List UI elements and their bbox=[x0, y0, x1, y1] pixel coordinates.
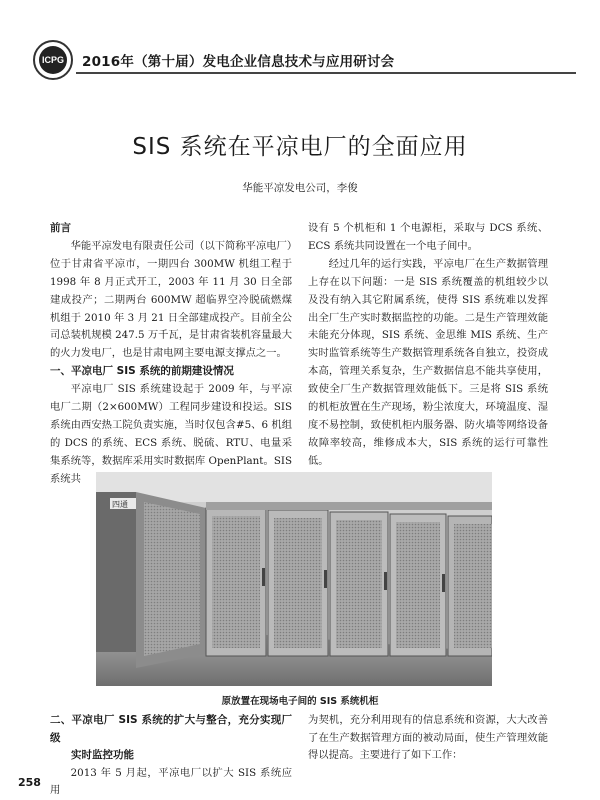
conference-logo bbox=[33, 40, 73, 80]
page-number: 258 bbox=[18, 776, 41, 789]
article-author: 华能平凉发电公司，李俊 bbox=[242, 182, 358, 194]
article-title: SIS 系统在平凉电厂的全面应用 bbox=[132, 134, 468, 160]
bottom-right-paragraph: 为契机，充分利用现有的信息系统和资源，大大改善了在生产数据管理方面的被动局面，使生产管理效能得以提高。主要进行了如下工作： bbox=[308, 714, 548, 761]
header-divider bbox=[76, 72, 576, 74]
cabinet-label: 四通 bbox=[112, 500, 128, 509]
heading-intro: 前言 bbox=[50, 222, 71, 234]
bottom-right-column bbox=[308, 712, 548, 765]
figure-caption: 原放置在现场电子间的 SIS 系统机柜 bbox=[221, 696, 379, 707]
intro-paragraph: 华能平凉发电有限责任公司（以下简称平凉电厂）位于甘肃省平凉市，一期四台 300MW 机组工程于 1998 年 8 月正式开工，2003 年 11 月 30 日全部建成投产；二期两台 600MW 超临界空冷脱硫燃煤机组于 2010 年 3 月 21 日全部建成投产。目前全公司总装机规模 247.5 万千瓦，是甘肃省装机容量最大的火力发电厂，也是甘肃电网主要电源支撑点之一。 bbox=[50, 239, 292, 360]
cabinet-illustration bbox=[96, 472, 492, 686]
conference-title: 2016年（第十届）发电企业信息技术与应用研讨会 bbox=[82, 54, 395, 70]
section1-paragraph: 平凉电厂 SIS 系统建设起于 2009 年，与平凉电厂二期（2×600MW）工程同步建设和投运。SIS 系统由西安热工院负责实施，当时仅包含#5、6 机组的 DCS 的系统、ECS 系统、脱硫、RTU、电量采集系统等，数据库采用实时数据库 OpenPlant。SIS 系统共 bbox=[50, 383, 292, 485]
logo-text: ICPG bbox=[39, 46, 67, 74]
cabinet-photo bbox=[96, 472, 492, 686]
right-column bbox=[308, 220, 548, 471]
right-paragraph-2: 经过几年的运行实践，平凉电厂在生产数据管理上存在以下问题：一是 SIS 系统覆盖的机组较少以及没有纳入其它附属系统，使得 SIS 系统难以发挥出全厂生产实时数据监控的功能。二是生产管理效能未能充分体现，SIS 系统、金思维 MIS 系统、生产实时监管系统等生产数据管理系统各自独立，投资成本高，管理关系复杂，生产数据信息不能共享使用，致使全厂生产数据管理效能低下。三是将 SIS 系统的机柜放置在生产现场，粉尘浓度大，环境温度、湿度不易控制，致使机柜内服务器、防火墙等网络设备故障率较高，维修成本大，SIS 系统的运行可靠性低。 bbox=[308, 257, 548, 467]
heading-section2-line1: 二、平凉电厂 SIS 系统的扩大与整合，充分实现厂级 bbox=[50, 714, 292, 744]
section2-paragraph: 2013 年 5 月起，平凉电厂以扩大 SIS 系统应用 bbox=[50, 766, 292, 796]
heading-section2-line2: 实时监控功能 bbox=[71, 749, 134, 761]
bottom-left-column bbox=[50, 712, 292, 800]
heading-section1: 一、平凉电厂 SIS 系统的前期建设情况 bbox=[50, 365, 234, 378]
left-column bbox=[50, 220, 292, 489]
right-paragraph-1: 设有 5 个机柜和 1 个电源柜，采取与 DCS 系统、ECS 系统共同设置在一个电子间中。 bbox=[308, 222, 548, 252]
